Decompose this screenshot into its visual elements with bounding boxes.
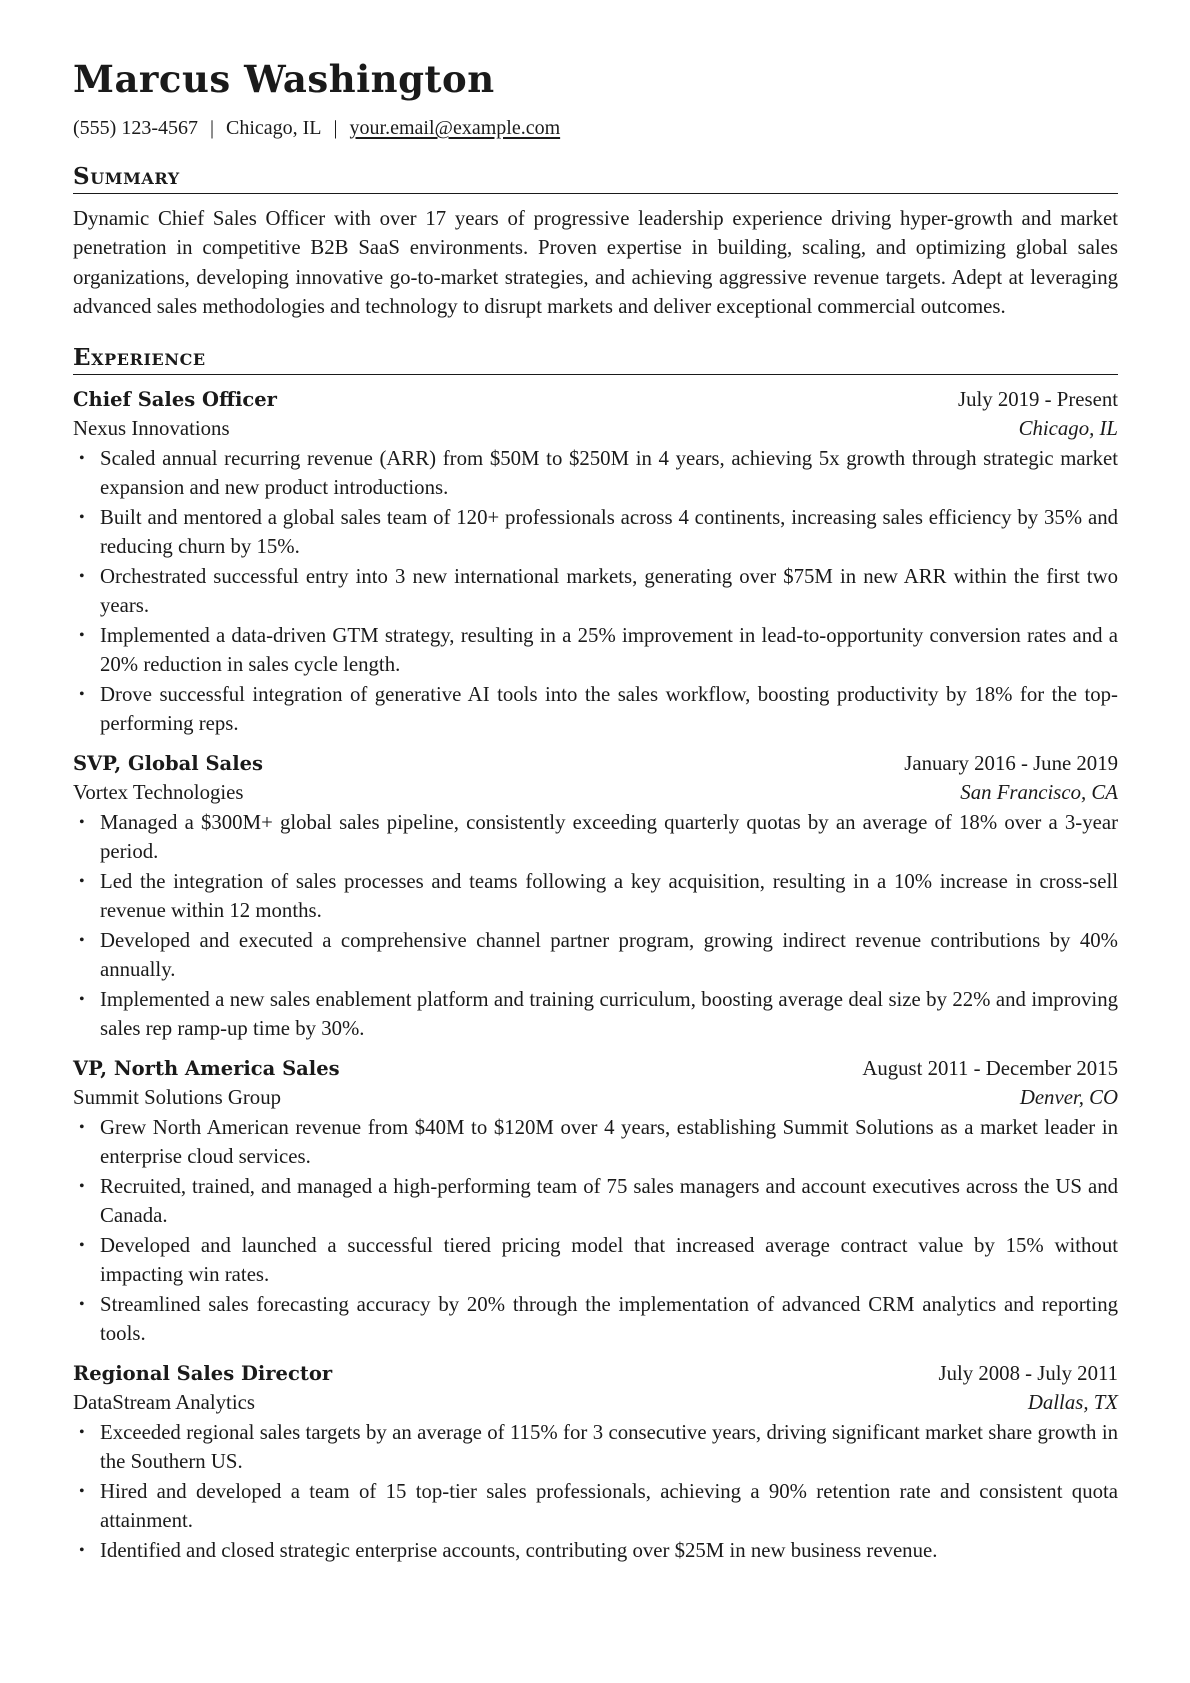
job-entry [73, 385, 1118, 739]
achievement-list [73, 1113, 1118, 1349]
achievement-text: Scaled annual recurring revenue (ARR) from $50M to $250M in 4 years, achieving 5x growth through strategic market expansion and new product introductions. [100, 446, 1118, 500]
contact-separator: | [209, 116, 214, 139]
achievement-list [73, 1418, 1118, 1566]
job-entry [73, 749, 1118, 1044]
job-subheader [73, 778, 1118, 808]
achievement-item [73, 1172, 1118, 1231]
achievement-item [73, 1536, 1118, 1566]
job-list [73, 385, 1118, 1566]
achievement-text: Led the integration of sales processes and teams following a key acquisition, resulting in a 10% increase in cross-sell revenue within 12 months. [100, 869, 1118, 923]
job-header [73, 749, 1118, 779]
achievement-text: Orchestrated successful entry into 3 new international markets, generating over $75M in new ARR within the first two years. [100, 564, 1118, 618]
job-header [73, 385, 1118, 415]
company-name: DataStream Analytics [73, 1391, 255, 1415]
job-title: Regional Sales Director [73, 1361, 333, 1385]
achievement-text: Grew North American revenue from $40M to $120M over 4 years, establishing Summit Solutions as a market leader in enterprise cloud services. [100, 1115, 1118, 1169]
job-subheader [73, 414, 1118, 444]
achievement-item [73, 867, 1118, 926]
achievement-text: Implemented a data-driven GTM strategy, resulting in a 25% improvement in lead-to-opportunity conversion rates and a 20% reduction in sales cycle length. [100, 623, 1118, 677]
bullet-icon: • [79, 1236, 85, 1254]
job-dates: August 2011 - December 2015 [862, 1056, 1118, 1080]
achievement-item [73, 444, 1118, 503]
bullet-icon: • [79, 1295, 85, 1313]
summary-section [73, 163, 1118, 322]
location-text: Chicago, IL [226, 116, 322, 139]
job-header [73, 1359, 1118, 1389]
job-dates: January 2016 - June 2019 [904, 751, 1118, 775]
experience-section [73, 344, 1118, 1566]
job-entry [73, 1054, 1118, 1349]
achievement-list [73, 444, 1118, 739]
bullet-icon: • [79, 508, 85, 526]
achievement-text: Developed and executed a comprehensive channel partner program, growing indirect revenue contributions by 40% annually. [100, 928, 1118, 982]
bullet-icon: • [79, 1177, 85, 1195]
achievement-text: Implemented a new sales enablement platform and training curriculum, boosting average deal size by 22% and improving sales rep ramp-up time by 30%. [100, 987, 1118, 1041]
achievement-item [73, 1477, 1118, 1536]
job-header [73, 1054, 1118, 1084]
achievement-item [73, 1418, 1118, 1477]
achievement-item [73, 926, 1118, 985]
bullet-icon: • [79, 685, 85, 703]
bullet-icon: • [79, 1482, 85, 1500]
achievement-item [73, 680, 1118, 739]
bullet-icon: • [79, 872, 85, 890]
bullet-icon: • [79, 931, 85, 949]
achievement-text: Managed a $300M+ global sales pipeline, consistently exceeding quarterly quotas by an average of 18% over a 3-year period. [100, 810, 1118, 864]
contact-line [73, 115, 1118, 141]
achievement-text: Recruited, trained, and managed a high-performing team of 75 sales managers and account executives across the US and Canada. [100, 1174, 1118, 1228]
bullet-icon: • [79, 813, 85, 831]
achievement-text: Drove successful integration of generative AI tools into the sales workflow, boosting productivity by 18% for the top-performing reps. [100, 682, 1118, 736]
bullet-icon: • [79, 1541, 85, 1559]
job-location: Denver, CO [1019, 1086, 1118, 1110]
bullet-icon: • [79, 990, 85, 1008]
achievement-text: Hired and developed a team of 15 top-tier sales professionals, achieving a 90% retention rate and consistent quota attainment. [100, 1479, 1118, 1533]
job-subheader [73, 1388, 1118, 1418]
company-name: Nexus Innovations [73, 417, 230, 441]
contact-separator: | [333, 116, 338, 139]
achievement-item [73, 503, 1118, 562]
bullet-icon: • [79, 567, 85, 585]
achievement-text: Built and mentored a global sales team of 120+ professionals across 4 continents, increasing sales efficiency by 35% and reducing churn by 15%. [100, 505, 1118, 559]
job-subheader [73, 1083, 1118, 1113]
achievement-list [73, 808, 1118, 1044]
phone-number: (555) 123-4567 [73, 116, 198, 139]
bullet-icon: • [79, 626, 85, 644]
bullet-icon: • [79, 1118, 85, 1136]
achievement-text: Exceeded regional sales targets by an average of 115% for 3 consecutive years, driving significant market share growth in the Southern US. [100, 1420, 1118, 1474]
company-name: Summit Solutions Group [73, 1086, 281, 1110]
achievement-text: Identified and closed strategic enterprise accounts, contributing over $25M in new business revenue. [100, 1538, 938, 1562]
achievement-item [73, 985, 1118, 1044]
email-link[interactable]: your.email@example.com [349, 116, 561, 139]
achievement-item [73, 562, 1118, 621]
achievement-item [73, 808, 1118, 867]
summary-paragraph: Dynamic Chief Sales Officer with over 17 years of progressive leadership experience driving hyper-growth and market penetration in competitive B2B SaaS environments. Proven expertise in building, scaling, and optimizing global sales organizations, developing innovative go-to-market strategies, and achieving aggressive revenue targets. Adept at leveraging advanced sales methodologies and technology to disrupt markets and deliver exceptional commercial outcomes. [73, 206, 1118, 319]
company-name: Vortex Technologies [73, 781, 244, 805]
achievement-item [73, 1290, 1118, 1349]
achievement-item [73, 621, 1118, 680]
candidate-name: Marcus Washington [73, 57, 495, 101]
section-heading-summary: Summary [73, 163, 1118, 194]
bullet-icon: • [79, 449, 85, 467]
job-entry [73, 1359, 1118, 1566]
job-title: VP, North America Sales [73, 1056, 340, 1080]
achievement-text: Developed and launched a successful tiered pricing model that increased average contract value by 15% without impacting win rates. [100, 1233, 1118, 1287]
achievement-item [73, 1231, 1118, 1290]
job-dates: July 2008 - July 2011 [938, 1361, 1118, 1385]
job-dates: July 2019 - Present [957, 387, 1118, 411]
bullet-icon: • [79, 1423, 85, 1441]
job-location: Chicago, IL [1018, 417, 1118, 441]
job-location: San Francisco, CA [960, 781, 1118, 805]
job-location: Dallas, TX [1027, 1391, 1118, 1415]
achievement-text: Streamlined sales forecasting accuracy by 20% through the implementation of advanced CRM analytics and reporting tools. [100, 1292, 1118, 1346]
achievement-item [73, 1113, 1118, 1172]
job-title: Chief Sales Officer [73, 387, 277, 411]
section-heading-experience: Experience [73, 344, 1118, 375]
job-title: SVP, Global Sales [73, 751, 263, 775]
